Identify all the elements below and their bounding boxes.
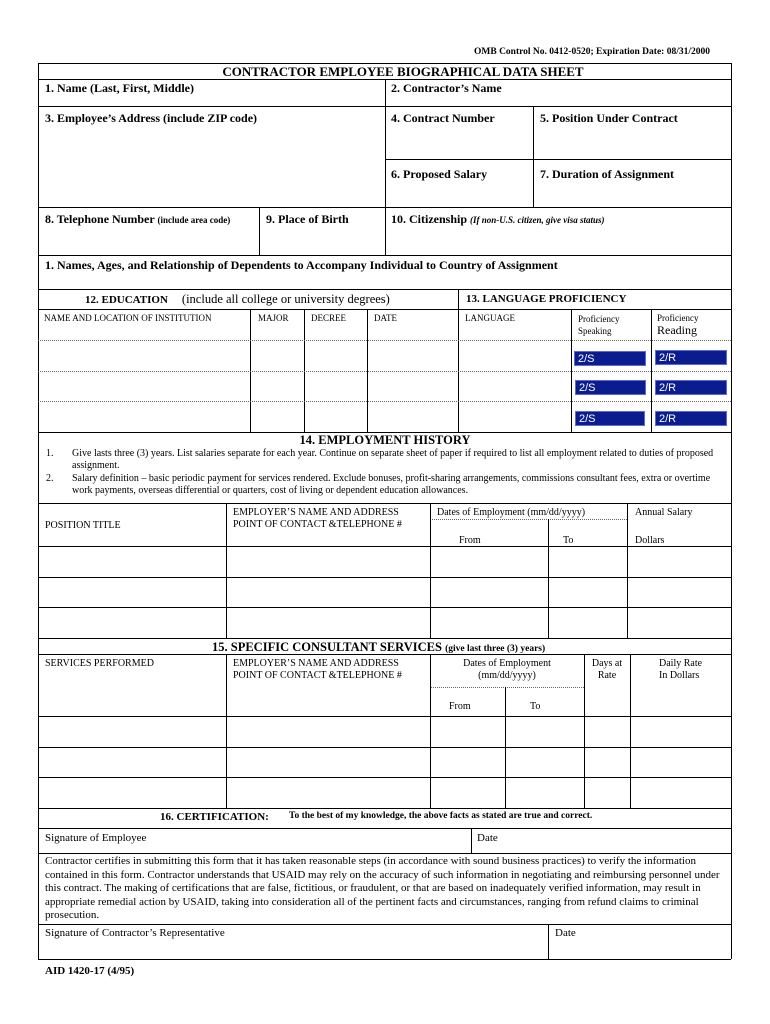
speaking-proficiency-select[interactable]: 2/S [574, 351, 646, 366]
contract-number-label: 4. Contract Number [391, 111, 495, 125]
name-label: 1. Name (Last, First, Middle) [45, 81, 194, 95]
col-to: To [563, 535, 574, 546]
telephone-label: 8. Telephone Number (include area code) [45, 212, 231, 226]
reading-proficiency-select[interactable]: 2/R [655, 411, 727, 426]
col-services-performed: SERVICES PERFORMED [45, 658, 154, 669]
col-degree: DECREE [311, 313, 346, 323]
col-daily-rate: Daily Rate In Dollars [659, 658, 703, 681]
employment-note-1-number: 1. [46, 448, 54, 459]
employment-note-2: Salary definition – basic periodic payment for services rendered. Exclude bonuses, profit-sharing arrangements, commissions consultant fees, extra or overtime work payments, overseas differential or quarters, cost of living or dependent education allowances. [72, 473, 711, 496]
consultant-row[interactable] [40, 779, 224, 806]
education-heading: 12. EDUCATION (include all college or university degrees) [85, 292, 390, 306]
col-consultant-dates: Dates of Employment (mm/dd/yyyy) [463, 658, 551, 681]
citizenship-input[interactable] [387, 228, 729, 253]
signature-rep-label: Signature of Contractor’s Representative [45, 927, 225, 939]
col-days-at-rate: Days at Rate [591, 658, 623, 681]
reading-proficiency-select[interactable]: 2/R [655, 380, 727, 395]
contract-number-input[interactable] [387, 126, 531, 156]
col-employer: EMPLOYER’S NAME AND ADDRESS POINT OF CONTACT &TELEPHONE # [233, 507, 402, 530]
col-speaking: Proficiency Speaking [578, 314, 620, 336]
citizenship-label: 10. Citizenship (If non-U.S. citizen, give visa status) [391, 212, 605, 226]
employment-note-2-number: 2. [46, 473, 54, 484]
form-number: AID 1420-17 (4/95) [45, 965, 135, 977]
speaking-proficiency-select[interactable]: 2/S [575, 411, 645, 426]
education-row[interactable] [40, 373, 248, 399]
signature-rep-field[interactable] [270, 940, 546, 957]
employee-date-field[interactable] [505, 830, 729, 850]
salary-label: 6. Proposed Salary [391, 167, 488, 181]
duration-label: 7. Duration of Assignment [540, 167, 675, 181]
employment-row[interactable] [40, 579, 224, 605]
certification-statement: To the best of my knowledge, the above facts as stated are true and correct. [289, 811, 593, 821]
col-position-title: POSITION TITLE [45, 520, 121, 531]
duration-input[interactable] [535, 182, 729, 204]
col-from: From [459, 535, 481, 546]
telephone-input[interactable] [40, 228, 257, 253]
education-row[interactable] [40, 342, 248, 369]
col-consultant-employer: EMPLOYER’S NAME AND ADDRESS POINT OF CONTACT &TELEPHONE # [233, 658, 402, 681]
position-input[interactable] [535, 126, 729, 156]
employment-heading: 14. EMPLOYMENT HISTORY [299, 433, 471, 447]
education-row[interactable] [40, 403, 248, 430]
col-language: LANGUAGE [465, 313, 515, 323]
employment-row[interactable] [40, 548, 224, 575]
contractor-name-label: 2. Contractor’s Name [391, 81, 502, 95]
position-label: 5. Position Under Contract [540, 111, 678, 125]
address-label: 3. Employee’s Address (include ZIP code) [45, 111, 258, 125]
signature-employee-field[interactable] [200, 830, 468, 850]
signature-employee-label: Signature of Employee [45, 832, 147, 844]
col-consultant-from: From [449, 701, 471, 712]
name-input[interactable] [40, 96, 384, 104]
address-input[interactable] [40, 126, 384, 206]
form-left-border [38, 63, 39, 959]
rep-date-field[interactable] [585, 930, 729, 957]
col-reading: Proficiency Reading [657, 313, 699, 337]
reading-proficiency-select[interactable]: 2/R [655, 350, 727, 365]
form-title: CONTRACTOR EMPLOYEE BIOGRAPHICAL DATA SHEET [222, 64, 584, 79]
consultant-row[interactable] [40, 749, 224, 775]
certification-heading: 16. CERTIFICATION: [160, 811, 269, 823]
form-right-border [731, 63, 732, 959]
dependents-label: 1. Names, Ages, and Relationship of Dependents to Accompany Individual to Country of Assignment [45, 258, 558, 272]
col-institution: NAME AND LOCATION OF INSTITUTION [44, 313, 212, 323]
birth-place-label: 9. Place of Birth [266, 212, 349, 226]
col-dollars: Dollars [635, 535, 665, 546]
contractor-certification-text: Contractor certifies in submitting this form that it has taken reasonable steps (in accordance with sound business practices) to verify the information contained in this form. Contractor understands that USAID may rely on the accuracy of such information in negotiating and reimbursing personnel under this contract. The making of certifications that are false, fictitious, or fraudulent, or that are based on inadequately verified information, may result in appropriate remedial action by USAID, taking into consideration all of the pertinent facts and circumstances, ranging from refund claims to criminal prosecution. [45, 855, 720, 921]
date-label: Date [477, 832, 498, 844]
language-heading: 13. LANGUAGE PROFICIENCY [466, 293, 627, 305]
speaking-proficiency-select[interactable]: 2/S [575, 380, 646, 395]
col-dates: Dates of Employment (mm/dd/yyyy) [437, 507, 586, 518]
col-date: DATE [374, 313, 397, 323]
dependents-input[interactable] [40, 273, 729, 287]
date-label: Date [555, 927, 576, 939]
birth-place-input[interactable] [261, 228, 383, 253]
contractor-name-input[interactable] [387, 96, 729, 104]
consultant-heading: 15. SPECIFIC CONSULTANT SERVICES (give last three (3) years) [212, 640, 546, 654]
salary-input[interactable] [387, 182, 531, 204]
employment-row[interactable] [40, 609, 224, 636]
col-consultant-to: To [530, 701, 541, 712]
col-major: MAJOR [258, 313, 289, 323]
omb-control-number: OMB Control No. 0412-0520; Expiration Date: 08/31/2000 [474, 47, 710, 57]
employment-note-1: Give lasts three (3) years. List salaries separate for each year. Continue on separate sheet of paper if required to list all employment related to duties of proposed assignment. [72, 448, 714, 471]
consultant-row[interactable] [40, 718, 224, 745]
col-annual-salary: Annual Salary [635, 507, 693, 518]
